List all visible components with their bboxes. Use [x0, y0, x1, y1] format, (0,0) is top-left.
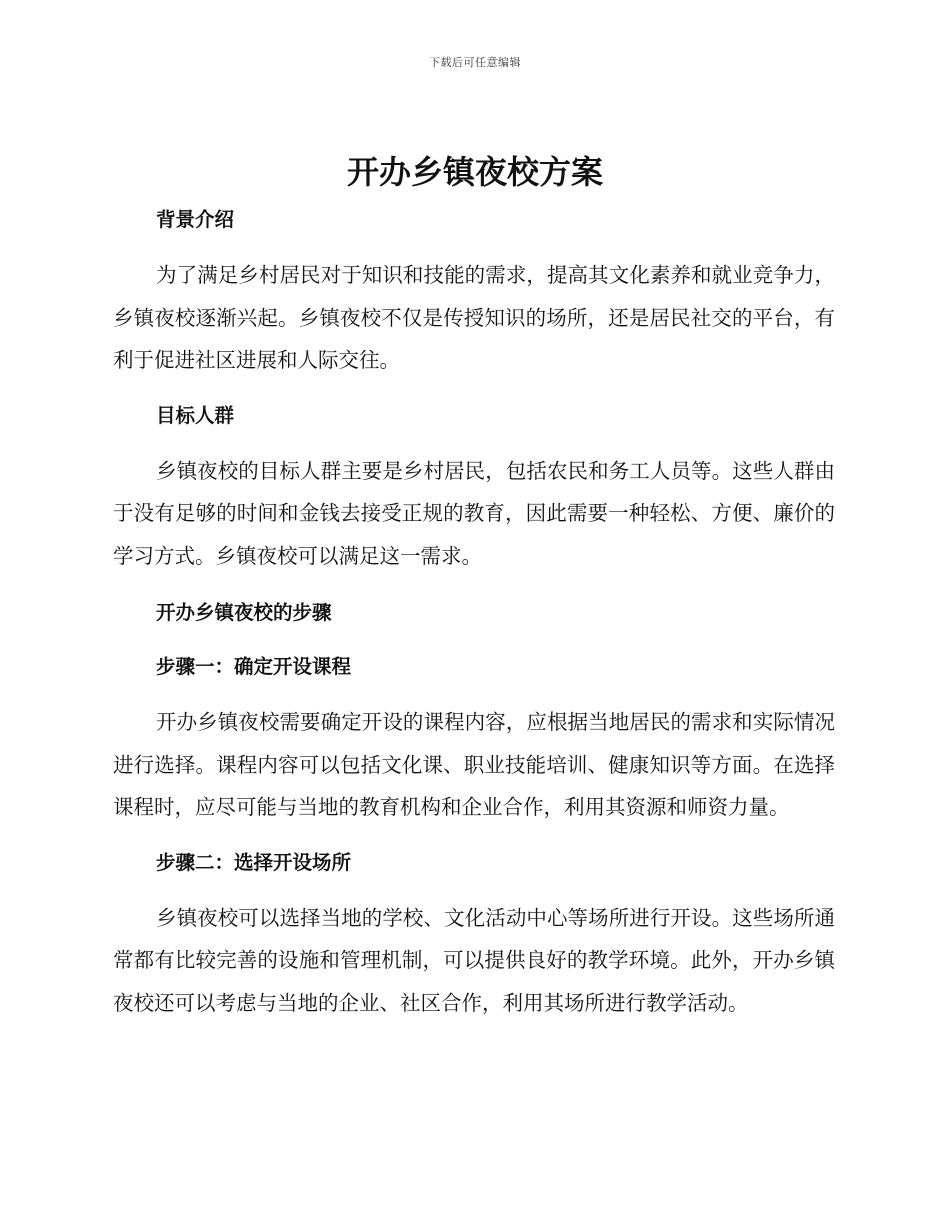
section-heading-step-one: 步骤一：确定开设课程 [156, 655, 352, 678]
section-heading-background: 背景介绍 [156, 208, 235, 231]
document-title: 开办乡镇夜校方案 [346, 153, 603, 191]
section-heading-steps: 开办乡镇夜校的步骤 [156, 601, 332, 624]
section-paragraph-step-one: 开办乡镇夜校需要确定开设的课程内容，应根据当地居民的需求和实际情况进行选择。课程内容可以包括文化课、职业技能培训、健康知识等方面。在选择课程时，应尽可能与当地的教育机构和企业合作，利用其资源和师资力量。 [113, 710, 835, 819]
section-heading-step-two: 步骤二：选择开设场所 [156, 850, 352, 874]
section-heading-target-audience: 目标人群 [156, 403, 235, 427]
document-body [113, 200, 835, 1024]
section-paragraph-step-two: 乡镇夜校可以选择当地的学校、文化活动中心等场所进行开设。这些场所通常都有比较完善的设施和管理机制，可以提供良好的教学环境。此外，开办乡镇夜校还可以考虑与当地的企业、社区合作，利用其场所进行教学活动。 [113, 905, 835, 1015]
section-paragraph-target-audience: 乡镇夜校的目标人群主要是乡村居民，包括农民和务工人员等。这些人群由于没有足够的时间和金钱去接受正规的教育，因此需要一种轻松、方便、廉价的学习方式。乡镇夜校可以满足这一需求。 [113, 458, 835, 568]
header-note: 下载后可任意编辑 [429, 56, 521, 69]
section-paragraph-background: 为了满足乡村居民对于知识和技能的需求，提高其文化素养和就业竞争力，乡镇夜校逐渐兴起。乡镇夜校不仅是传授知识的场所，还是居民社交的平台，有利于促进社区进展和人际交往。 [113, 263, 835, 372]
